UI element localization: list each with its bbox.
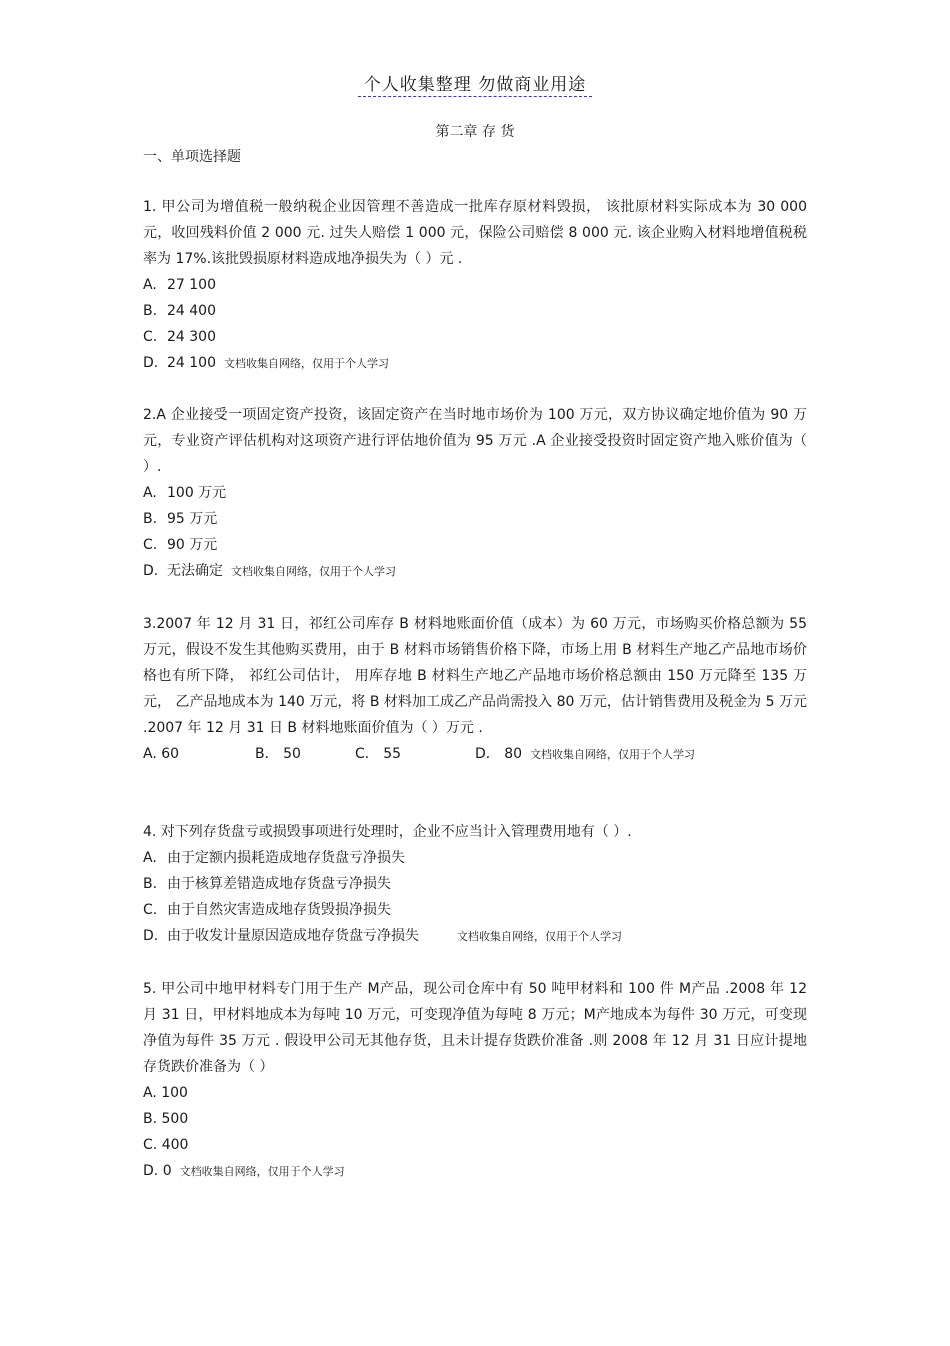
question-1 [143,194,807,377]
option-a: A. 100 万元 [143,485,227,501]
question-5 [143,976,807,1185]
option-d: D. 24 100 文档收集自网络，仅用于个人学习 [143,355,389,371]
option-b: B. 24 400 [143,303,216,319]
source-note: 文档收集自网络，仅用于个人学习 [457,930,622,943]
source-note: 文档收集自网络，仅用于个人学习 [231,565,396,578]
question-stem: 2.A 企业接受一项固定资产投资，该固定资产在当时地市场价为 100 万元，双方协议确定地价值为 90 万元，专业资产评估机构对这项资产进行评估地价值为 95 万元 .A 企业接受投资时固定资产地入账价值为（ ）. [143,407,807,475]
question-stem: 3.2007 年 12 月 31 日，祁红公司库存 B 材料地账面价值（成本）为 60 万元，市场购买价格总额为 55 万元，假设不发生其他购买费用，由于 B 材料市场销售价格下降，市场上用 B 材料生产地乙产品地市场价格也有所下降， 祁红公司估计， 用库存地 B 材料生产地乙产品地市场价格总额由 150 万元降至 135 万元， 乙产品地成本为 140 万元，将 B 材料加工成乙产品尚需投入 80 万元，估计销售费用及税金为 5 万元 .2007 年 12 月 31 日 B 材料地账面价值为（ ）万元 . [143,616,807,736]
option-d: D. 由于收发计量原因造成地存货盘亏净损失 文档收集自网络，仅用于个人学习 [143,928,622,944]
question-stem: 1. 甲公司为增值税一般纳税企业因管理不善造成一批库存原材料毁损， 该批原材料实际成本为 30 000 元，收回残料价值 2 000 元. 过失人赔偿 1 000 元，保险公司赔偿 8 000 元. 该企业购入材料地增值税税率为 17%.该批毁损原材料造成地净损失为（ ）元 . [143,199,807,267]
page-header [0,70,950,95]
option-b: B. 95 万元 [143,511,218,527]
option-a: A. 27 100 [143,277,216,293]
option-a: A. 60 [143,746,180,762]
source-note: 文档收集自网络，仅用于个人学习 [224,357,389,370]
source-note: 文档收集自网络，仅用于个人学习 [530,748,696,761]
option-a: A. 由于定额内损耗造成地存货盘亏净损失 [143,850,405,866]
question-4 [143,819,807,950]
option-b: B． 50 [255,746,301,762]
option-d: D. 0 文档收集自网络，仅用于个人学习 [143,1163,345,1179]
question-stem: 5. 甲公司中地甲材料专门用于生产 M产品，现公司仓库中有 50 吨甲材料和 100 件 M产品 .2008 年 12 月 31 日，甲材料地成本为每吨 10 万元，可变现净值为每吨 8 万元；M产地成本为每件 30 万元，可变现净值为每件 35 万元 . 假设甲公司无其他存货，且未计提存货跌价准备 .则 2008 年 12 月 31 日应计提地存货跌价准备为（ ） [143,981,807,1075]
option-d: D． 80 文档收集自网络，仅用于个人学习 [475,746,696,762]
option-c: C. 24 300 [143,329,216,345]
option-d: D. 无法确定 文档收集自网络，仅用于个人学习 [143,563,396,579]
chapter-title: 第二章 存 货 [435,124,515,140]
header-title: 个人收集整理 勿做商业用途 [358,75,592,97]
option-c: C． 55 [355,746,402,762]
options-row [143,741,807,768]
option-b: B. 500 [143,1111,189,1127]
question-3 [143,611,807,768]
option-c: C. 400 [143,1137,189,1153]
section-heading: 一、单项选择题 [143,149,241,165]
option-c: C. 由于自然灾害造成地存货毁损净损失 [143,902,391,918]
option-a: A. 100 [143,1085,188,1101]
question-2 [143,402,807,585]
option-b: B. 由于核算差错造成地存货盘亏净损失 [143,876,391,892]
question-stem: 4. 对下列存货盘亏或损毁事项进行处理时，企业不应当计入管理费用地有（ ）. [143,824,632,840]
source-note: 文档收集自网络，仅用于个人学习 [179,1165,345,1178]
option-c: C. 90 万元 [143,537,218,553]
